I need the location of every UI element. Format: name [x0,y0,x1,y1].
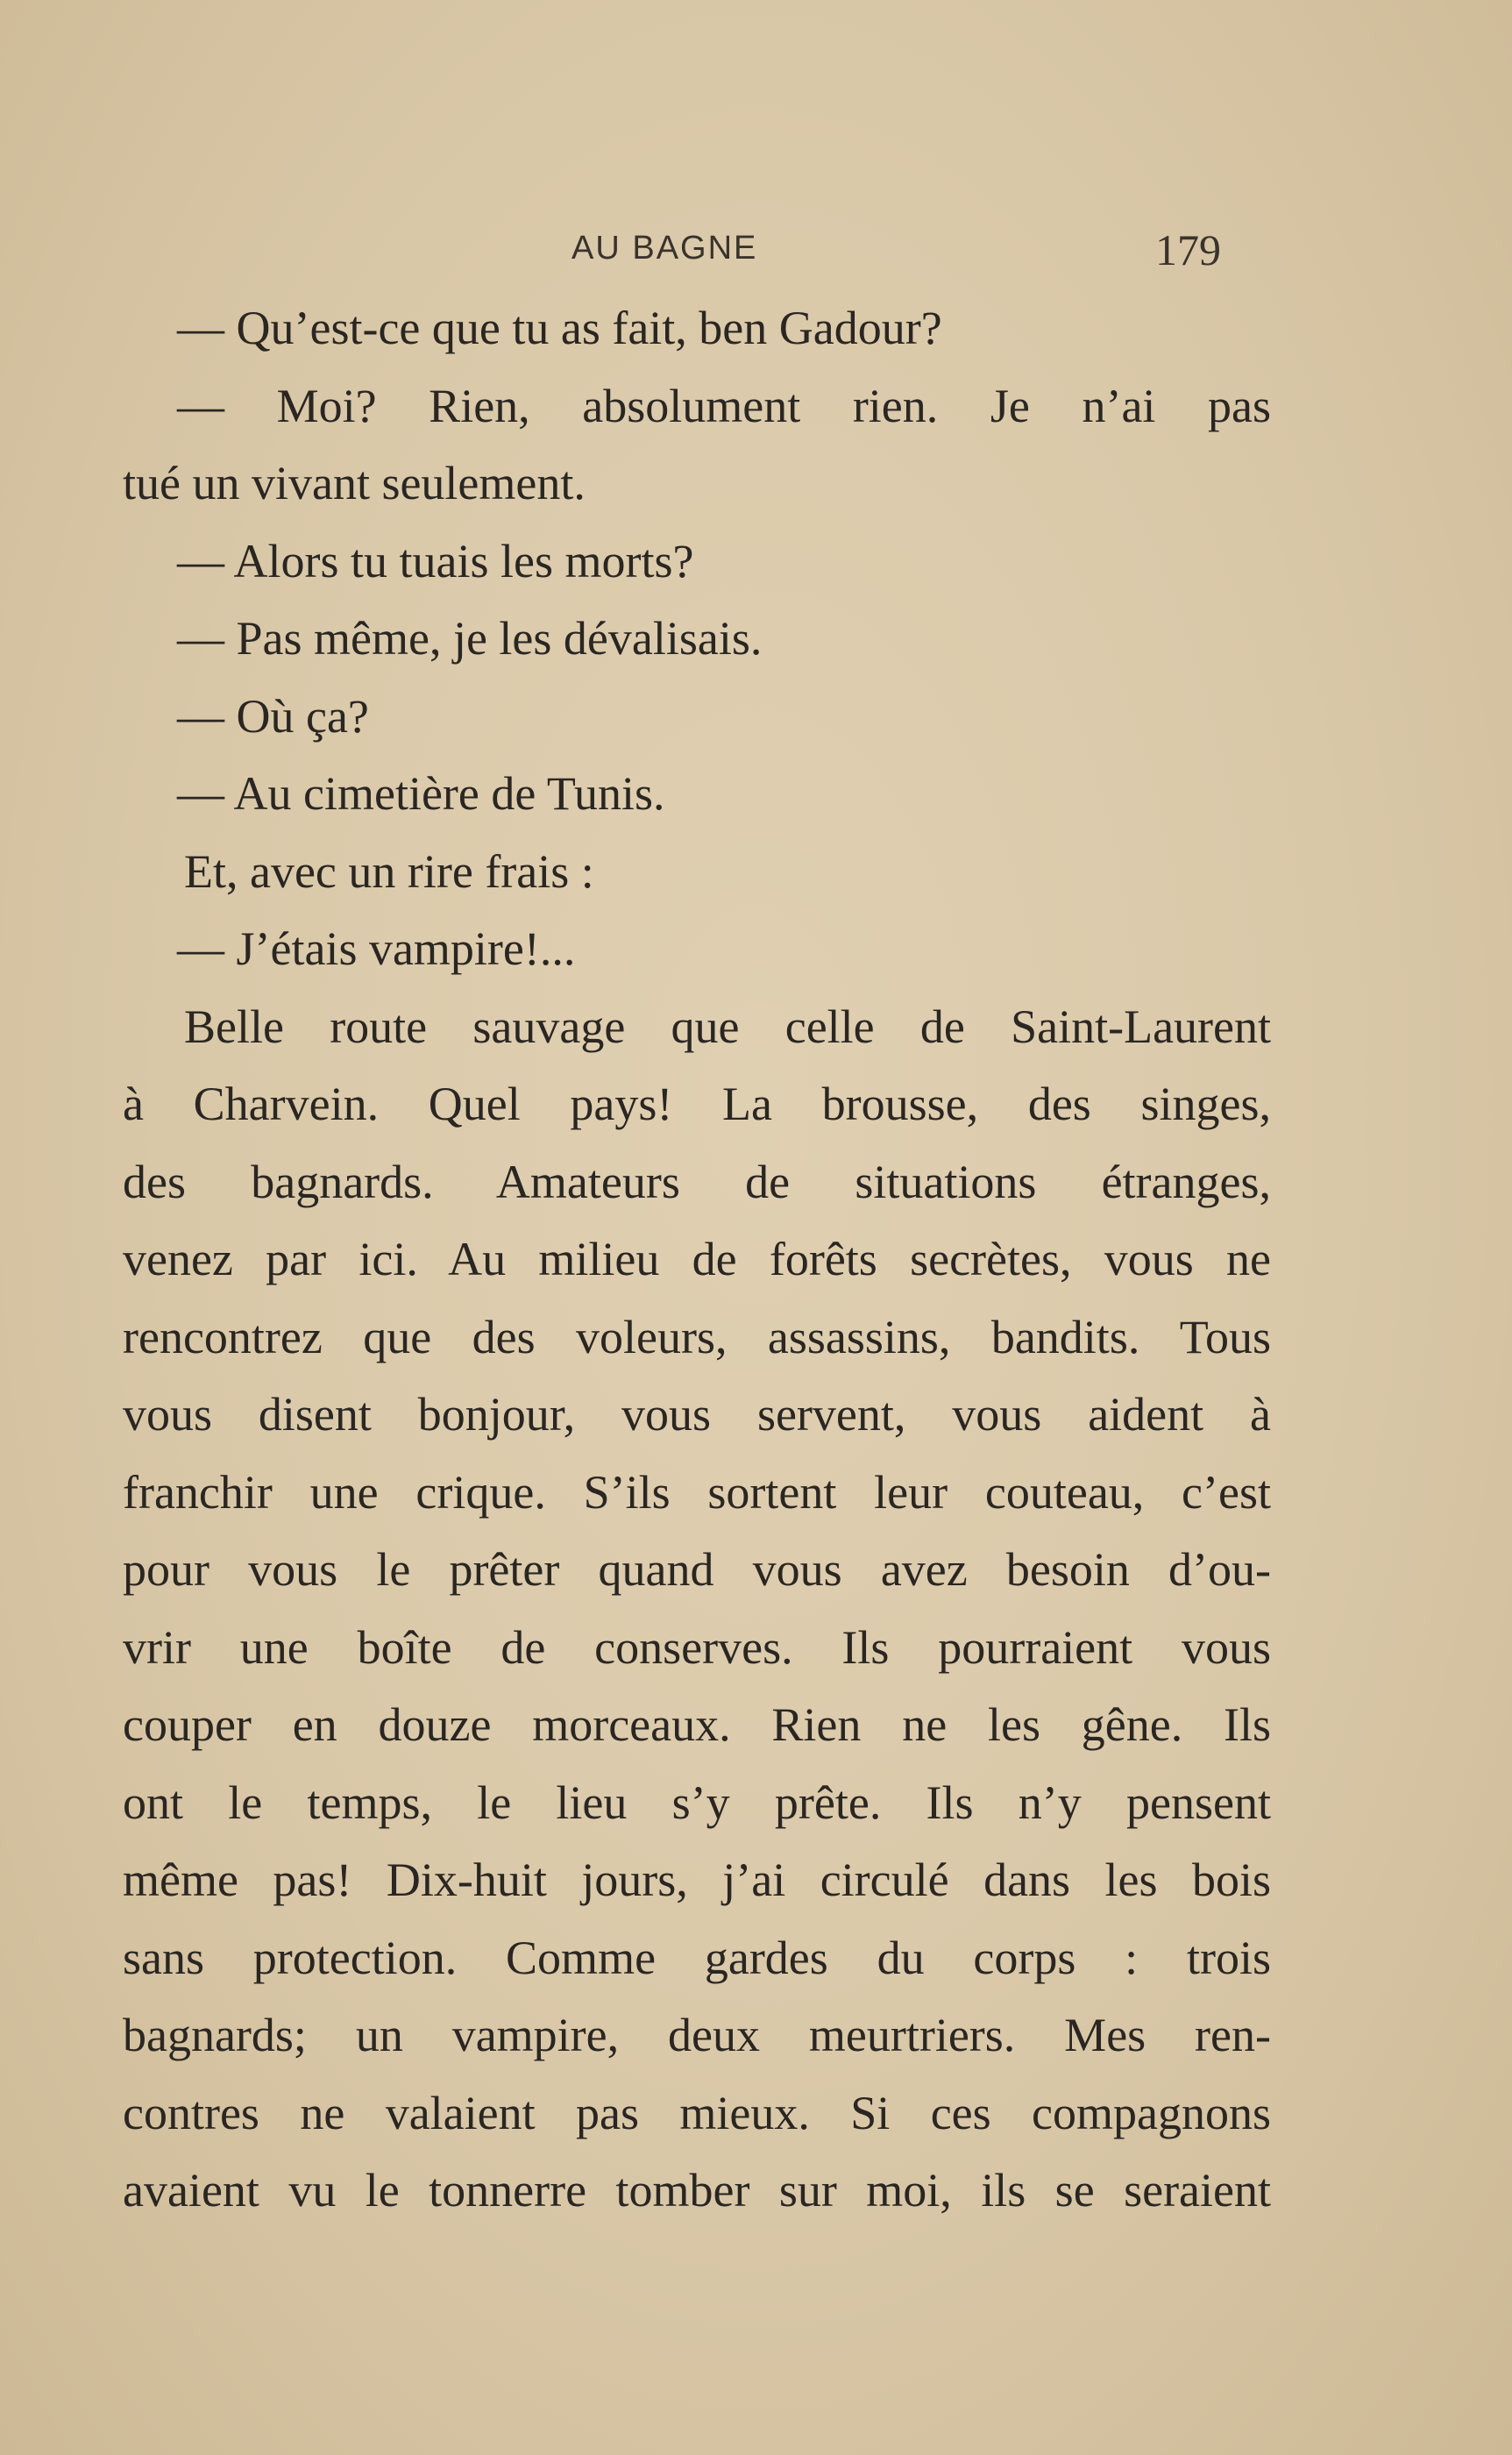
text-line: vous disent bonjour, vous servent, vous aident à [123,1388,1271,1441]
text-line: — Qu’est-ce que tu as fait, ben Gadour? [177,302,942,354]
text-line: pour vous le prêter quand vous avez besoin d’ou- [123,1543,1271,1596]
text-line: Belle route sauvage que celle de Saint-Laurent [184,1000,1271,1053]
text-line: ont le temps, le lieu s’y prête. Ils n’y pensent [123,1775,1271,1829]
text-line: venez par ici. Au milieu de forêts secrètes, vous ne [123,1233,1271,1285]
text-line: des bagnards. Amateurs de situations étranges, [123,1155,1271,1208]
text-line: avaient vu le tonnerre tomber sur moi, ils se seraient [123,2164,1271,2217]
text-line: — Moi? Rien, absolument rien. Je n’ai pas [177,379,1271,432]
running-title: AU BAGNE [571,230,758,267]
text-line: — Alors tu tuais les morts? [177,534,694,587]
page-number: 179 [1155,225,1221,274]
text-line: à Charvein. Quel pays! La brousse, des singes, [123,1078,1271,1130]
text-line: contres ne valaient pas mieux. Si ces compagnons [123,2086,1271,2139]
text-line: — Où ça? [177,689,369,743]
body-text [123,289,1271,2230]
text-line: bagnards; un vampire, deux meurtriers. Mes ren- [123,2009,1271,2061]
text-line: — Au cimetière de Tunis. [177,767,665,820]
text-line: rencontrez que des voleurs, assassins, bandits. Tous [123,1310,1271,1363]
text-line: — Pas même, je les dévalisais. [177,612,763,665]
text-line: même pas! Dix-huit jours, j’ai circulé dans les bois [123,1854,1271,1906]
text-line: vrir une boîte de conserves. Ils pourraient vous [123,1620,1271,1674]
text-line: sans protection. Comme gardes du corps : trois [123,1931,1271,1984]
text-line: Et, avec un rire frais : [184,844,594,898]
text-line: tué un vivant seulement. [123,457,586,509]
running-header [0,226,1512,279]
text-line: — J’étais vampire!... [177,922,576,975]
text-line: couper en douze morceaux. Rien ne les gêne. Ils [123,1698,1271,1751]
text-line: franchir une crique. S’ils sortent leur couteau, c’est [123,1465,1271,1519]
